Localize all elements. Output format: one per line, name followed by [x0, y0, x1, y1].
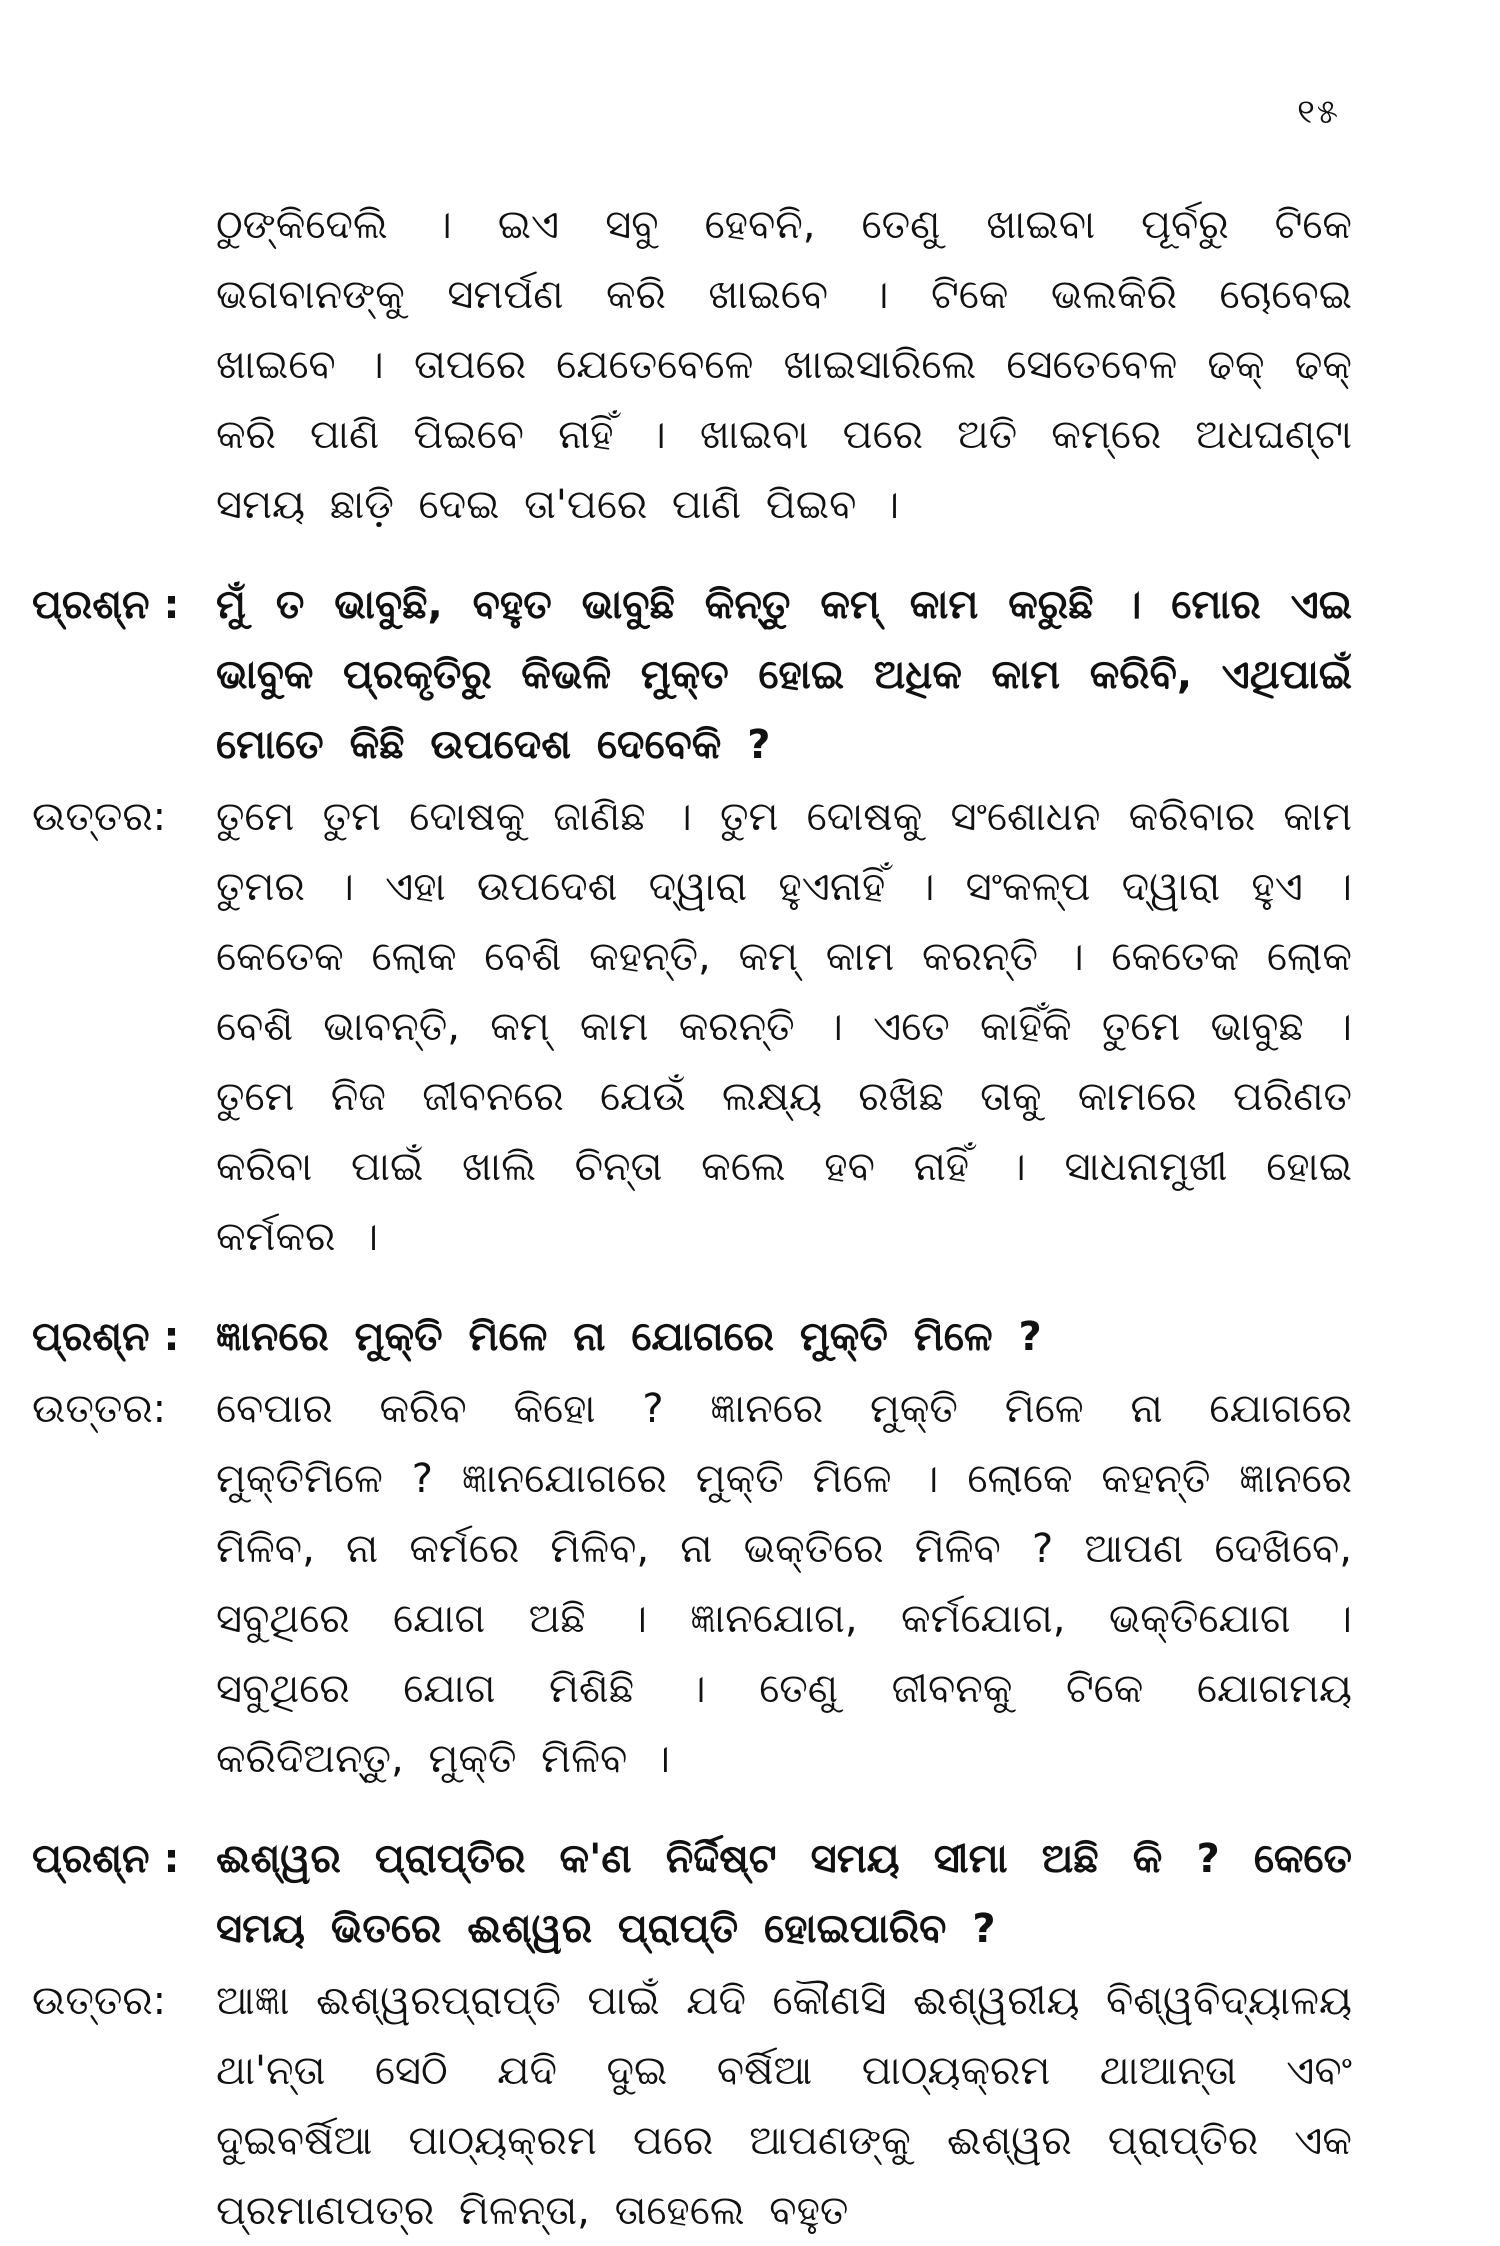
question-block-2 [32, 1302, 1352, 1372]
answer-block-1 [32, 782, 1352, 1272]
intro-paragraph: ଠୁଙ୍କିଦେଲି । ଇଏ ସବୁ ହେବନି, ତେଣୁ ଖାଇବା ପୂର୍ବରୁ ଟିକେ ଭଗବାନଙ୍କୁ ସମର୍ପଣ କରି ଖାଇବେ । ଟିକେ ଭଲକିରି ଚୋବେଇ ଖାଇବେ । ତାପରେ ଯେତେବେଳେ ଖାଇସାରିଲେ ସେତେବେଳ ଢକ୍ ଢକ୍ କରି ପାଣି ପିଇବେ ନାହିଁ । ଖାଇବା ପରେ ଅତି କମ୍‌ରେ ଅଧଘଣ୍ଟା ସମୟ ଛାଡ଼ି ଦେଇ ତା'ପରେ ପାଣି ପିଇବ । [216, 202, 1352, 528]
page-content [32, 190, 1352, 2246]
answer-label: ଉତ୍ତର: [32, 1386, 167, 1432]
question-text: ମୁଁ ତ ଭାବୁଛି, ବହୁତ ଭାବୁଛି କିନ୍ତୁ କମ୍ କାମ କରୁଛି । ମୋର ଏଇ ଭାବୁକ ପ୍ରକୃତିରୁ କିଭଳି ମୁକ୍ତ ହୋଇ ଅଧିକ କାମ କରିବି, ଏଥିପାଇଁ ମୋତେ କିଛି ଉପଦେଶ ଦେବେକି ? [216, 582, 1352, 768]
question-label: ପ୍ରଶ୍ନ : [32, 1836, 180, 1882]
answer-text: ବେପାର କରିବ କିହୋ ? ଜ୍ଞାନରେ ମୁକ୍ତି ମିଳେ ନା ଯୋଗରେ ମୁକ୍ତିମିଳେ ? ଜ୍ଞାନଯୋଗରେ ମୁକ୍ତି ମିଳେ । ଲୋକେ କହନ୍ତି ଜ୍ଞାନରେ ମିଳିବ, ନା କର୍ମରେ ମିଳିବ, ନା ଭକ୍ତିରେ ମିଳିବ ? ଆପଣ ଦେଖିବେ, ସବୁଥିରେ ଯୋଗ ଅଛି । ଜ୍ଞାନଯୋଗ, କର୍ମଯୋଗ, ଭକ୍ତିଯୋଗ । ସବୁଥିରେ ଯୋଗ ମିଶିଛି । ତେଣୁ ଜୀବନକୁ ଟିକେ ଯୋଗମୟ କରିଦିଅନ୍ତୁ, ମୁକ୍ତି ମିଳିବ । [216, 1386, 1352, 1782]
answer-text: ଆଜ୍ଞା ଈଶ୍ୱରପ୍ରାପ୍ତି ପାଇଁ ଯଦି କୌଣସି ଈଶ୍ୱରୀୟ ବିଶ୍ୱବିଦ୍ୟାଳୟ ଥା'ନ୍ତା ସେଠି ଯଦି ଦୁଇ ବର୍ଷିଆ ପାଠ୍ୟକ୍ରମ ଥାଆନ୍ତା ଏବଂ ଦୁଇବର୍ଷିଆ ପାଠ୍ୟକ୍ରମ ପରେ ଆପଣଙ୍କୁ ଈଶ୍ୱର ପ୍ରାପ୍ତିର ଏକ ପ୍ରମାଣପତ୍ର ମିଳନ୍ତା, ତାହେଲେ ବହୁତ [216, 1978, 1352, 2234]
question-label: ପ୍ରଶ୍ନ : [32, 1314, 180, 1360]
answer-text: ତୁମେ ତୁମ ଦୋଷକୁ ଜାଣିଛ । ତୁମ ଦୋଷକୁ ସଂଶୋଧନ କରିବାର କାମ ତୁମର । ଏହା ଉପଦେଶ ଦ୍ୱାରା ହୁଏନାହିଁ । ସଂକଳ୍ପ ଦ୍ୱାରା ହୁଏ । କେତେକ ଲୋକ ବେଶି କହନ୍ତି, କମ୍ କାମ କରନ୍ତି । କେତେକ ଲୋକ ବେଶି ଭାବନ୍ତି, କମ୍ କାମ କରନ୍ତି । ଏତେ କାହିଁକି ତୁମେ ଭାବୁଛ । ତୁମେ ନିଜ ଜୀବନରେ ଯେଉଁ ଲକ୍ଷ୍ୟ ରଖିଛ ତାକୁ କାମରେ ପରିଣତ କରିବା ପାଇଁ ଖାଲି ଚିନ୍ତା କଲେ ହବ ନାହିଁ । ସାଧନାମୁଖୀ ହୋଇ କର୍ମକର । [216, 794, 1352, 1260]
answer-label: ଉତ୍ତର: [32, 1978, 167, 2024]
question-block-3 [32, 1824, 1352, 1964]
answer-block-3 [32, 1966, 1352, 2246]
answer-label: ଉତ୍ତର: [32, 794, 167, 840]
question-block-1 [32, 570, 1352, 780]
page-number: ୧୫ [1297, 92, 1340, 132]
question-text: ଈଶ୍ୱର ପ୍ରାପ୍ତିର କ'ଣ ନିର୍ଦ୍ଦିଷ୍ଟ ସମୟ ସୀମା ଅଛି କି ? କେତେ ସମୟ ଭିତରେ ଈଶ୍ୱର ପ୍ରାପ୍ତି ହୋଇପାରିବ ? [216, 1836, 1352, 1952]
question-label: ପ୍ରଶ୍ନ : [32, 582, 180, 628]
question-text: ଜ୍ଞାନରେ ମୁକ୍ତି ମିଳେ ନା ଯୋଗରେ ମୁକ୍ତି ମିଳେ ? [216, 1314, 1042, 1360]
answer-block-2 [32, 1374, 1352, 1794]
